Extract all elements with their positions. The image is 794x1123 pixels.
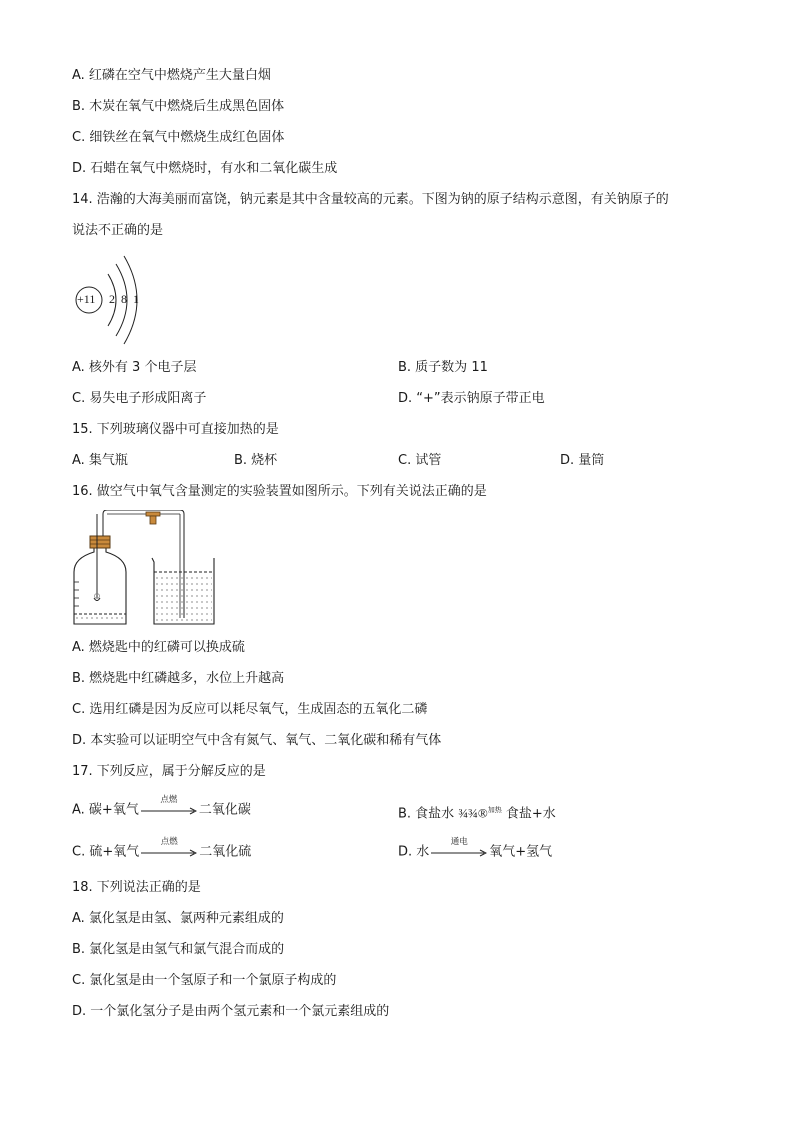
q17-b-product: 食盐+水 xyxy=(505,806,556,822)
q17-d-condition: 通电 xyxy=(450,837,468,847)
q17-option-b xyxy=(398,800,556,824)
q18-option-c: C. 氯化氢是由一个氢原子和一个氯原子构成的 xyxy=(72,973,337,988)
q15-option-a: A. 集气瓶 xyxy=(72,453,128,468)
nucleus-charge: +11 xyxy=(77,292,96,306)
q14-stem-line1: 14. 浩瀚的大海美丽而富饶，钠元素是其中含量较高的元素。下图为钠的原子结构示意图，有关钠原子的 xyxy=(72,192,669,207)
q17-c-product: 二氧化硫 xyxy=(199,844,252,860)
q14-option-b: B. 质子数为 11 xyxy=(398,360,488,375)
q17-c-reaction-arrow xyxy=(141,837,197,862)
q17-a-reaction-arrow xyxy=(141,795,197,820)
q18-option-a: A. 氯化氢是由氢、氯两种元素组成的 xyxy=(72,911,284,926)
q17-option-c xyxy=(72,837,252,863)
q17-b-reactants: B. 食盐水 xyxy=(398,806,455,822)
q16-stem: 16. 做空气中氧气含量测定的实验装置如图所示。下列有关说法正确的是 xyxy=(72,484,487,499)
q17-d-product: 氧气+氢气 xyxy=(489,844,553,860)
q17-a-product: 二氧化碳 xyxy=(198,802,251,818)
q15-option-d: D. 量筒 xyxy=(560,453,605,468)
shell-1-electrons: 2 xyxy=(109,292,115,306)
q13-option-a: A. 红磷在空气中燃烧产生大量白烟 xyxy=(72,68,271,83)
q15-option-c: C. 试管 xyxy=(398,453,442,468)
q16-option-a: A. 燃烧匙中的红磷可以换成硫 xyxy=(72,640,245,655)
q15-option-b: B. 烧杯 xyxy=(234,453,278,468)
q16-option-c: C. 选用红磷是因为反应可以耗尽氧气，生成固态的五氧化二磷 xyxy=(72,702,428,717)
q16-option-b: B. 燃烧匙中红磷越多，水位上升越高 xyxy=(72,671,285,686)
q14-stem-line2: 说法不正确的是 xyxy=(72,223,164,238)
shell-3-electrons: 1 xyxy=(133,292,139,306)
sodium-atom-diagram xyxy=(72,252,152,348)
q17-b-garbled-arrow: ¾¾® xyxy=(458,805,488,821)
q17-c-condition: 点燃 xyxy=(160,837,178,847)
q18-stem: 18. 下列说法正确的是 xyxy=(72,880,201,895)
q17-stem: 17. 下列反应，属于分解反应的是 xyxy=(72,764,266,779)
q18-option-d: D. 一个氯化氢分子是由两个氢元素和一个氯元素组成的 xyxy=(72,1004,390,1019)
shell-2-electrons: 8 xyxy=(121,292,127,306)
q17-b-garbled-condition: 加热 xyxy=(487,806,502,814)
q17-option-d xyxy=(398,837,553,863)
q13-option-c: C. 细铁丝在氧气中燃烧生成红色固体 xyxy=(72,130,285,145)
q17-c-reactants: C. 硫+氧气 xyxy=(72,844,140,860)
q17-a-reactants: A. 碳+氧气 xyxy=(72,802,139,818)
q14-option-c: C. 易失电子形成阳离子 xyxy=(72,391,207,406)
q13-option-b: B. 木炭在氧气中燃烧后生成黑色固体 xyxy=(72,99,285,114)
q15-stem: 15. 下列玻璃仪器中可直接加热的是 xyxy=(72,422,279,437)
q18-option-b: B. 氯化氢是由氢气和氯气混合而成的 xyxy=(72,942,285,957)
q13-option-d: D. 石蜡在氧气中燃烧时，有水和二氧化碳生成 xyxy=(72,161,338,176)
q17-d-reactants: D. 水 xyxy=(398,844,430,860)
q17-a-condition: 点燃 xyxy=(160,795,178,805)
oxygen-measurement-apparatus xyxy=(70,510,230,630)
q17-option-a xyxy=(72,795,251,821)
q14-option-d: D. “+”表示钠原子带正电 xyxy=(398,391,545,406)
q17-d-reaction-arrow xyxy=(431,837,487,862)
q14-option-a: A. 核外有 3 个电子层 xyxy=(72,360,197,375)
q16-option-d: D. 本实验可以证明空气中含有氮气、氧气、二氧化碳和稀有气体 xyxy=(72,733,442,748)
